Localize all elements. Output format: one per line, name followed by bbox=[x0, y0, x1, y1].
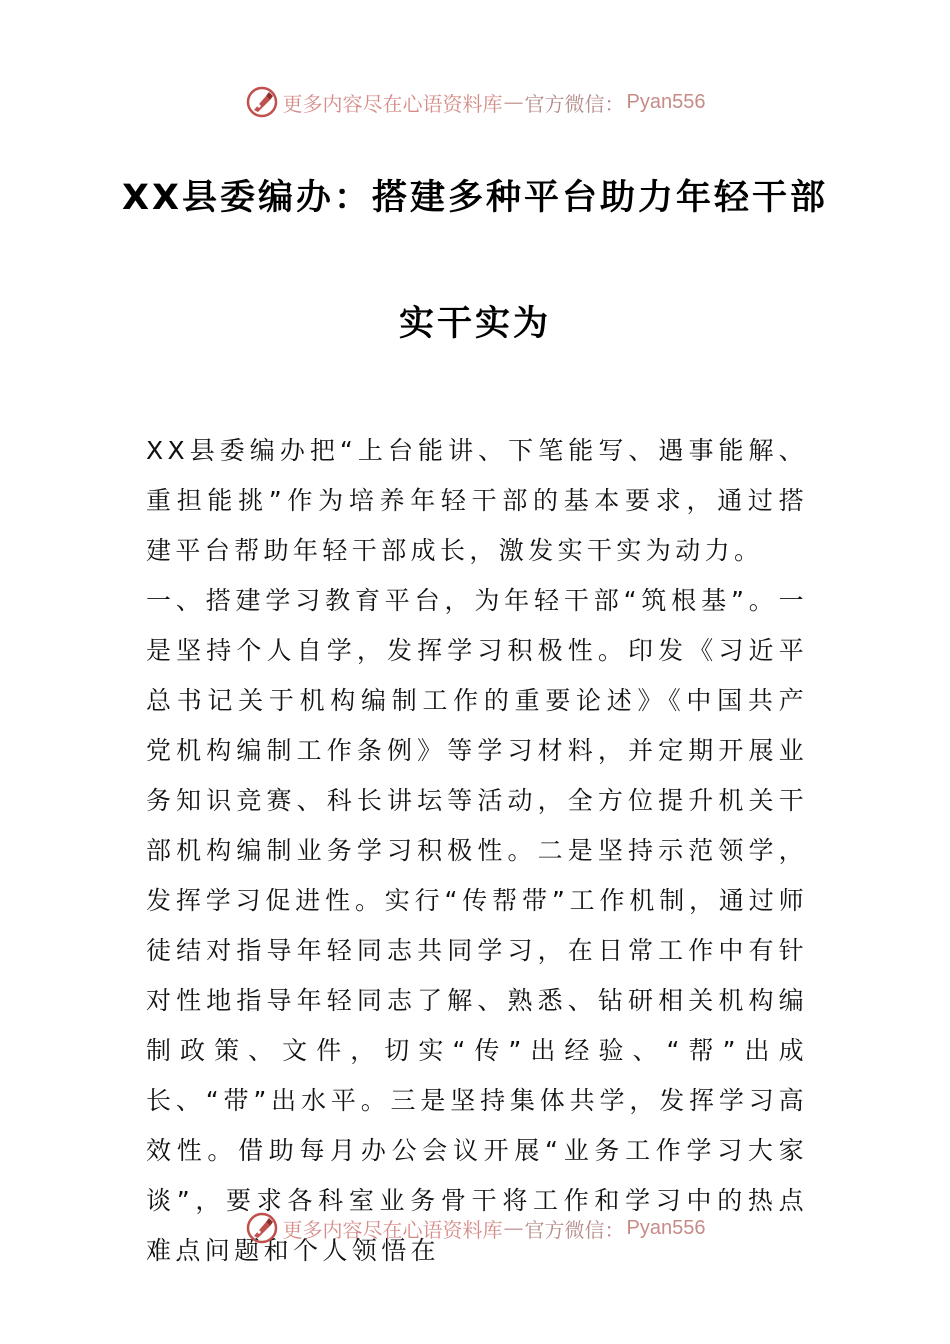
banner-wechat-label: 官方微信： bbox=[524, 1217, 625, 1242]
banner-separator: — bbox=[503, 90, 524, 114]
banner-text: 更多内容尽在心语资料库 bbox=[282, 1217, 503, 1242]
banner-separator: — bbox=[503, 1216, 524, 1240]
document-title-line-1: XX县委编办：搭建多种平台助力年轻干部 bbox=[122, 178, 828, 218]
banner-wechat-id: Pyan556 bbox=[626, 90, 706, 113]
banner-wechat-id: Pyan556 bbox=[626, 1216, 706, 1239]
body-paragraph-section-1: 一、搭建学习教育平台，为年轻干部“筑根基”。一是坚持个人自学，发挥学习积极性。印发《习近平总书记关于机构编制工作的重要论述》《中国共产党机构编制工作条例》等学习材料，并定期开展业务知识竞赛、科长讲坛等活动，全方位提升机关干部机构编制业务学习积极性。二是坚持示范领学，发挥学习促进性。实行“传帮带”工作机制，通过师徒结对指导年轻同志共同学习，在日常工作中有针对性地指导年轻同志了解、熟悉、钻研相关机构编制政策、文件，切实“传”出经验、“帮”出成长、“带”出水平。三是坚持集体共学，发挥学习高效性。借助每月办公会议开展“业务工作学习大家谈”，要求各科室业务骨干将工作和学习中的热点难点问题和个人领悟在 bbox=[146, 586, 808, 1265]
header-watermark-banner bbox=[0, 82, 950, 122]
footer-watermark-banner bbox=[0, 1208, 950, 1248]
document-body bbox=[146, 426, 808, 1276]
banner-text: 更多内容尽在心语资料库 bbox=[282, 91, 503, 116]
banner-wechat-label: 官方微信： bbox=[524, 91, 625, 116]
body-paragraph-intro: XX县委编办把“上台能讲、下笔能写、遇事能解、重担能挑”作为培养年轻干部的基本要求，通过搭建平台帮助年轻干部成长，激发实干实为动力。 bbox=[146, 436, 808, 565]
document-title-line-2: 实干实为 bbox=[398, 304, 551, 344]
pen-nib-icon bbox=[245, 85, 279, 119]
pen-nib-icon bbox=[245, 1211, 279, 1245]
